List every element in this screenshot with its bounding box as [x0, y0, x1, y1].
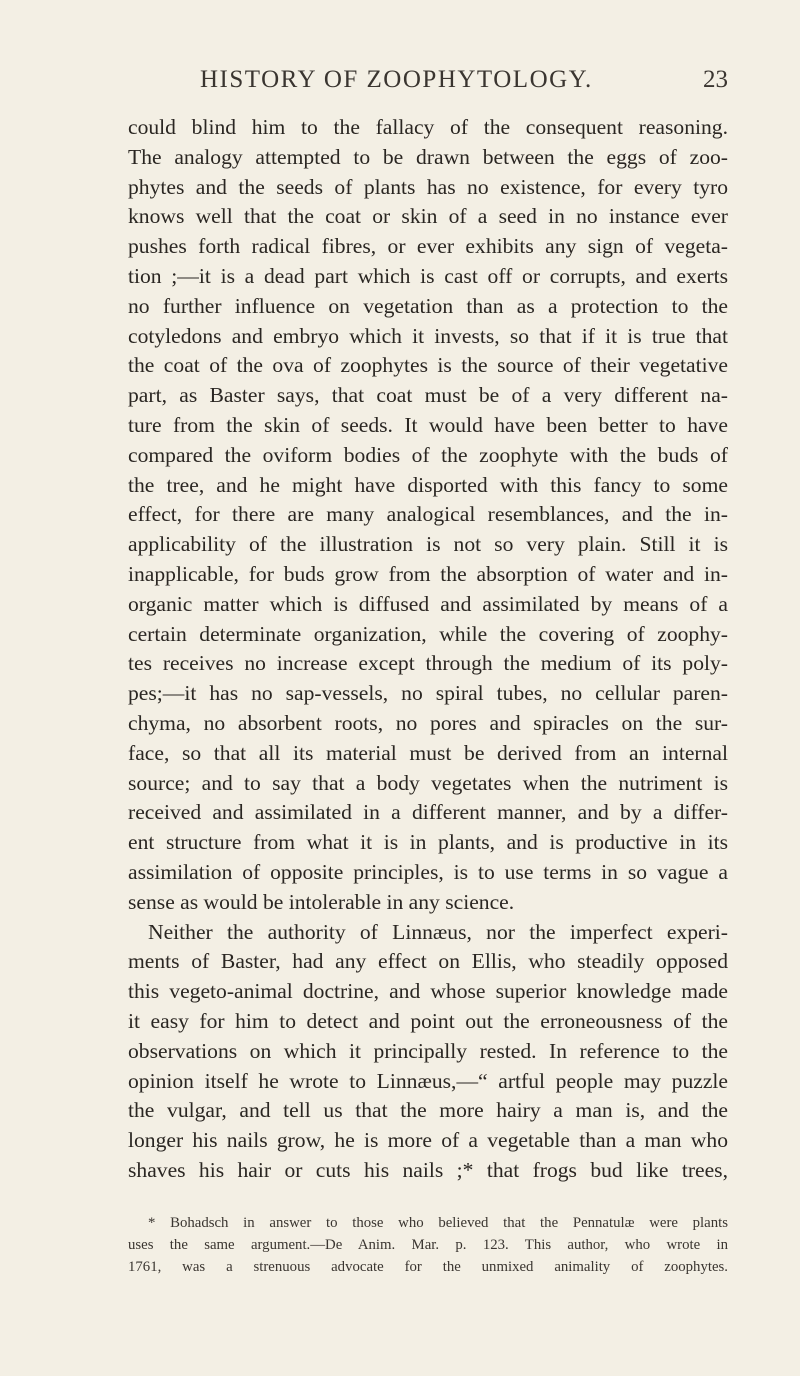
text-line: this vegeto-animal doctrine, and whose superior knowledge made — [128, 979, 728, 1004]
text-line: organic matter which is diffused and assimilated by means of a — [128, 591, 728, 616]
text-line: the vulgar, and tell us that the more hairy a man is, and the — [128, 1098, 728, 1123]
text-line: part, as Baster says, that coat must be of a very different na- — [128, 383, 728, 408]
text-line: inapplicable, for buds grow from the absorption of water and in- — [128, 561, 728, 586]
page-number: 23 — [703, 66, 728, 93]
text-line: compared the oviform bodies of the zoophyte with the buds of — [128, 442, 728, 467]
text-line: assimilation of opposite principles, is to use terms in so vague a — [128, 859, 728, 884]
text-line: Neither the authority of Linnæus, nor the imperfect experi- — [148, 919, 728, 944]
running-title: HISTORY OF ZOOPHYTOLOGY. — [200, 66, 593, 93]
footnote-line: uses the same argument.—De Anim. Mar. p. 123. This author, who wrote in — [128, 1237, 728, 1254]
text-line: the tree, and he might have disported with this fancy to some — [128, 472, 728, 497]
text-line: sense as would be intolerable in any science. — [128, 889, 515, 914]
text-line: tion ;—it is a dead part which is cast off or corrupts, and exerts — [128, 263, 728, 288]
text-line: applicability of the illustration is not so very plain. Still it is — [128, 532, 728, 557]
text-line: received and assimilated in a different manner, and by a differ- — [128, 800, 728, 825]
text-line: could blind him to the fallacy of the consequent reasoning. — [128, 115, 728, 139]
text-line: source; and to say that a body vegetates when the nutriment is — [128, 770, 728, 795]
text-line: ent structure from what it is in plants, and is productive in its — [128, 830, 728, 855]
page-header — [128, 66, 728, 106]
text-line: chyma, no absorbent roots, no pores and spiracles on the sur- — [128, 710, 728, 735]
text-line: The analogy attempted to be drawn between the eggs of zoo- — [128, 144, 728, 169]
footnote-line: * Bohadsch in answer to those who believed that the Pennatulæ were plants — [148, 1215, 728, 1231]
text-line: ture from the skin of seeds. It would have been better to have — [128, 412, 728, 437]
text-line: pes;—it has no sap-vessels, no spiral tubes, no cellular paren- — [128, 681, 728, 706]
text-line: knows well that the coat or skin of a seed in no instance ever — [128, 204, 728, 229]
text-line: no further influence on vegetation than as a protection to the — [128, 293, 728, 318]
footnote-line: 1761, was a strenuous advocate for the unmixed animality of zoophytes. — [128, 1259, 728, 1276]
text-line: face, so that all its material must be derived from an internal — [128, 740, 728, 765]
text-line: it easy for him to detect and point out the erroneousness of the — [128, 1008, 728, 1033]
text-line: pushes forth radical fibres, or ever exhibits any sign of vegeta- — [128, 234, 728, 259]
text-line: longer his nails grow, he is more of a vegetable than a man who — [128, 1128, 728, 1153]
footnote — [128, 1212, 728, 1279]
text-line: shaves his hair or cuts his nails ;* that frogs bud like trees, — [128, 1157, 728, 1182]
text-line: cotyledons and embryo which it invests, so that if it is true that — [128, 323, 728, 348]
body-text — [128, 113, 728, 1186]
text-line: ments of Baster, had any effect on Ellis, who steadily opposed — [128, 949, 728, 974]
text-line: opinion itself he wrote to Linnæus,—“ artful people may puzzle — [128, 1068, 728, 1093]
text-line: certain determinate organization, while the covering of zoophy- — [128, 621, 728, 646]
text-line: observations on which it principally rested. In reference to the — [128, 1038, 728, 1063]
text-line: the coat of the ova of zoophytes is the source of their vegetative — [128, 353, 728, 378]
text-line: phytes and the seeds of plants has no existence, for every tyro — [128, 174, 728, 199]
text-line: effect, for there are many analogical resemblances, and the in- — [128, 502, 728, 527]
text-line: tes receives no increase except through the medium of its poly- — [128, 651, 728, 676]
